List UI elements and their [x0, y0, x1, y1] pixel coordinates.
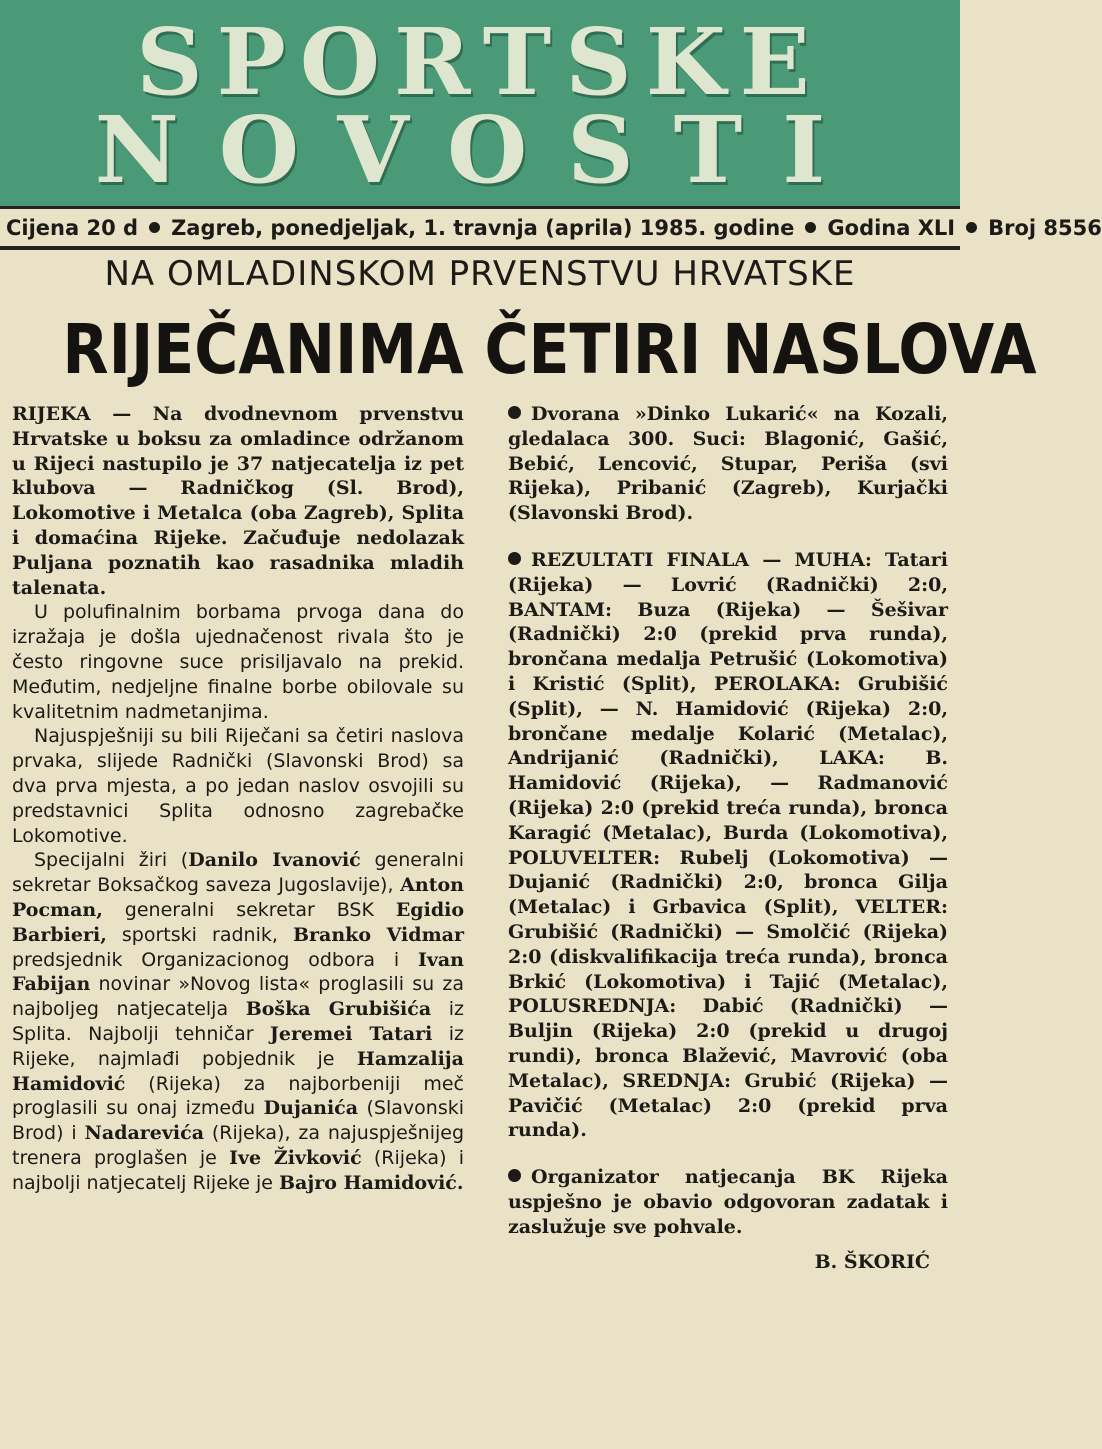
masthead-title-line1: SPORTSKE: [136, 8, 824, 116]
organizer-paragraph: [508, 1165, 948, 1239]
bullet-icon: [805, 222, 816, 233]
masthead: [0, 0, 960, 206]
article-kicker: NA OMLADINSKOM PRVENSTVU HRVATSKE: [104, 254, 856, 294]
person-name: Branko Vidmar: [292, 923, 464, 946]
volume-year: Godina XLI: [827, 216, 956, 240]
results-paragraph: [508, 548, 948, 1143]
venue-text: Dvorana »Dinko Lukarić« na Kozali, gledalaca 300. Suci: Blagonić, Gašić, Bebić, Lencović, Stupar, Periša (svi Rijeka), Pribanić (Zagreb), Kurjački (Slavonski Brod).: [508, 403, 948, 525]
body-paragraph: Najuspješniji su bili Riječani sa četiri naslova prvaka, slijede Radnički (Slavonski Brod) sa dva prva mjesta, a po jedan naslov osvojili su predstavnici Splita odnosno zagrebačke Lokomotive.: [12, 725, 464, 847]
jury-text: Specijalni žiri (: [34, 849, 189, 872]
jury-text: novinar »Novog lista« proglasili su za najboljeg natjecatelja: [12, 973, 464, 1021]
bullet-icon: [508, 406, 521, 419]
person-name: Bajro Hamidović.: [278, 1171, 464, 1194]
person-name: Boška Grubišića: [245, 998, 432, 1021]
results-text: REZULTATI FINALA — MUHA: Tatari (Rijeka) — Lovrić (Radnički) 2:0, BANTAM: Buza (Rijeka) — Šešivar (Radnički) 2:0 (prekid prva runda), brončana medalja Petrušić (Lokomotiva) i Kristić (Split), PEROLAKA: Grubišić (Split), — N. Hamidović (Rijeka) 2:0, brončane medalje Kolarić (Metalac), Andrijanić (Radnički), LAKA: B. Hamidović (Rijeka), — Radmanović (Rijeka) 2:0 (prekid treća runda), bronca Karagić (Metalac), Burda (Lokomotiva), POLUVELTER: Rubelj (Lokomotiva) — Dujanić (Radnički) 2:0, bronca Gilja (Metalac) i Grbavica (Split), VELTER: Grubišić (Radnički) — Smolčić (Rijeka) 2:0 (diskvalifikacija treća runda), bronca Brkić (Lokomotiva) i Tajić (Metalac), POLUSREDNJA: Dabić (Radnički) — Buljin (Rijeka) 2:0 (prekid u drugoj rundi), bronca Blažević, Mavrović (oba Metalac), SREDNJA: Grubić (Rijeka) — Pavičić (Metalac) 2:0 (prekid prva runda).: [508, 548, 948, 1142]
issue-number: Broj 8556: [988, 216, 1102, 240]
person-name: Dujanića: [263, 1097, 359, 1120]
article-column-right: [508, 402, 948, 1274]
bullet-icon: [966, 222, 977, 233]
jury-paragraph: [12, 848, 464, 1195]
lead-paragraph: RIJEKA — Na dvodnevnom prvenstvu Hrvatske u boksu za omladince održanom u Rijeci nastupilo je 37 natjecatelja iz pet klubova — Radničkog (Sl. Brod), Lokomotive i Metalca (oba Zagreb), Splita i domaćina Rijeke. Začuđuje nedolazak Puljana poznatih kao rasadnika mladih talenata.: [12, 403, 464, 599]
venue-paragraph: [508, 402, 948, 526]
masthead-title-line2: NOVOSTI: [94, 96, 866, 204]
place-date: Zagreb, ponedjeljak, 1. travnja (aprila) 1985. godine: [171, 216, 795, 240]
bullet-icon: [508, 552, 521, 565]
price: Cijena 20 d: [6, 216, 139, 240]
jury-text: generalni sekretar Boksačkog saveza Jugoslavije),: [12, 849, 464, 897]
person-name: Ivan Fabijan: [12, 948, 464, 996]
dateline: [0, 206, 1102, 250]
jury-text: generalni sekretar BSK: [102, 898, 396, 921]
jury-text: sportski radnik,: [106, 923, 293, 946]
person-name: Hamzalija Hamidović: [12, 1047, 464, 1095]
person-name: Ive Živković: [229, 1146, 362, 1169]
jury-text: iz Rijeke, najmlađi pobjednik je: [12, 1022, 464, 1070]
author-signature: B. ŠKORIĆ: [814, 1250, 930, 1273]
bullet-icon: [149, 222, 160, 233]
person-name: Egidio Barbieri,: [12, 898, 464, 946]
jury-text: (Rijeka), za najuspješnijeg trenera proglašen je: [12, 1122, 465, 1169]
person-name: Anton Pocman,: [12, 874, 464, 921]
person-name: Danilo Ivanović: [188, 849, 361, 872]
jury-text: (Slavonski Brod) i: [12, 1097, 464, 1145]
jury-text: iz Splita. Najbolji tehničar: [12, 998, 464, 1045]
person-name: Jeremei Tatari: [269, 1022, 433, 1045]
bullet-icon: [508, 1169, 521, 1182]
jury-text: (Rijeka) i najbolji natjecatelj Rijeke je: [12, 1146, 464, 1194]
jury-text: (Rijeka) za najborbeniji meč proglasili su onaj između: [12, 1072, 464, 1120]
body-paragraph: U polufinalnim borbama prvoga dana do izražaja je došla ujednačenost rivala što je često ringovne suce prisiljavalo na prekid. Međutim, nedjeljne finalne borbe obilovale su kvalitetnim nadmetanjima.: [12, 601, 464, 723]
article-headline: RIJEČANIMA ČETIRI NASLOVA: [62, 310, 1037, 390]
organizer-text: Organizator natjecanja BK Rijeka uspješno je obavio odgovoran zadatak i zaslužuje sve pohvale.: [508, 1166, 948, 1238]
person-name: Nadarevića: [84, 1122, 205, 1145]
article-column-left: [12, 402, 464, 1196]
jury-text: predsjednik Organizacionog odbora i: [12, 948, 418, 971]
